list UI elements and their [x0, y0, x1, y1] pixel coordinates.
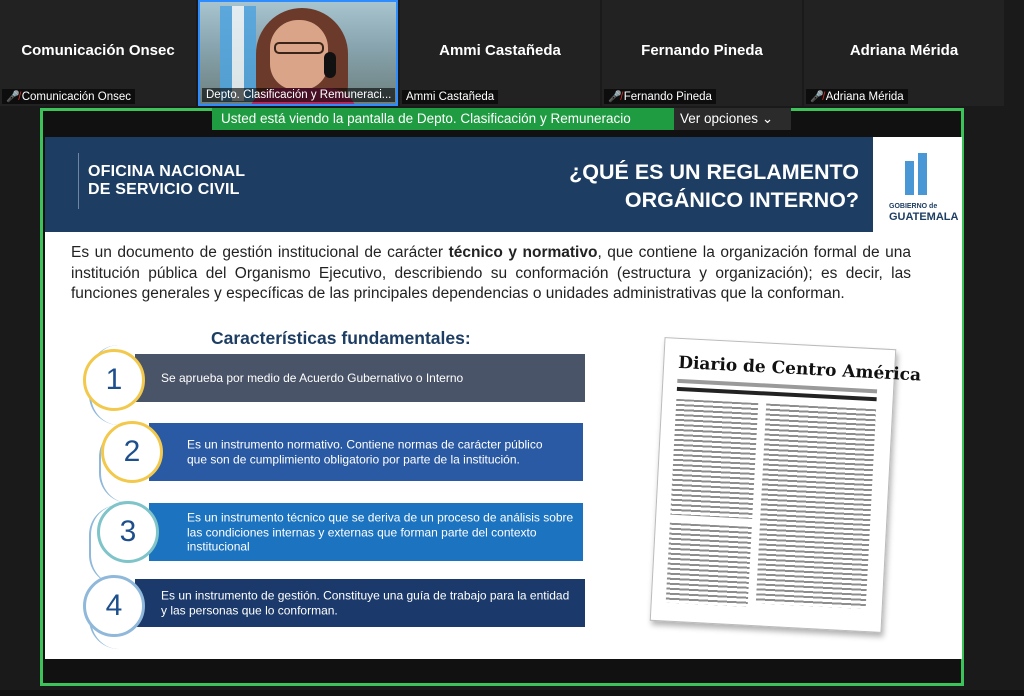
- characteristic-item-1: Se aprueba por medio de Acuerdo Gubernativo o Interno: [135, 354, 585, 402]
- participant-strip: [0, 0, 1024, 106]
- characteristic-item-3: Es un instrumento técnico que se deriva de un proceso de análisis sobre las condiciones internas y externas que forman parte del contexto institucional: [149, 503, 583, 561]
- participant-label-text: Adriana Mérida: [825, 91, 904, 103]
- characteristic-item-4: Es un instrumento de gestión. Constituye una guía de trabajo para la entidad y las personas que lo conforman.: [135, 579, 585, 627]
- participant-label-text: Comunicación Onsec: [21, 91, 132, 103]
- shared-screen: [40, 108, 964, 686]
- participant-tile[interactable]: [804, 0, 1004, 106]
- participant-label: [202, 88, 395, 102]
- newspaper-masthead: Diario de Centro América: [677, 352, 922, 386]
- participant-tile[interactable]: [400, 0, 600, 106]
- participant-label: [604, 89, 716, 104]
- number-badge: 3: [97, 501, 159, 563]
- participant-label: [402, 90, 498, 104]
- participant-tile[interactable]: [602, 0, 802, 106]
- guatemala-logo: GOBIERNO de GUATEMALA: [875, 137, 962, 232]
- slide-header: [45, 137, 873, 232]
- flag-background: [220, 6, 256, 101]
- divider: [78, 153, 79, 209]
- participant-tile-video[interactable]: [198, 0, 398, 106]
- participant-label-text: Fernando Pineda: [623, 91, 712, 103]
- participant-name: Adriana Mérida: [849, 42, 959, 59]
- slide-title: ¿QUÉ ES UN REGLAMENTO ORGÁNICO INTERNO?: [569, 160, 859, 212]
- org-name: OFICINA NACIONAL DE SERVICIO CIVIL: [88, 163, 246, 198]
- mic-muted-icon: 🎤̸: [608, 91, 622, 103]
- number-badge: 1: [83, 349, 145, 411]
- characteristic-item-2: Es un instrumento normativo. Contiene normas de carácter público que son de cumplimiento obligatorio por parte de la institución.: [149, 423, 583, 481]
- participant-name: Ammi Castañeda: [439, 42, 561, 59]
- screen-share-banner: Usted está viendo la pantalla de Depto. Clasificación y Remuneracio: [212, 108, 674, 130]
- chevron-down-icon: ⌄: [761, 111, 774, 126]
- mic-muted-icon: 🎤̸: [6, 91, 20, 103]
- mic-muted-icon: 🎤̸: [810, 91, 824, 103]
- characteristics-heading: Características fundamentales:: [211, 328, 471, 348]
- participant-label-text: Ammi Castañeda: [406, 91, 495, 103]
- participant-label: [806, 89, 908, 104]
- number-badge: 4: [83, 575, 145, 637]
- presentation-slide: [45, 137, 962, 659]
- bottom-toolbar: [0, 690, 1024, 696]
- participant-name: Fernando Pineda: [641, 42, 763, 59]
- participant-name: Comunicación Onsec: [21, 42, 175, 59]
- number-badge: 2: [101, 421, 163, 483]
- definition-paragraph: Es un documento de gestión institucional de carácter técnico y normativo, que contiene la organización formal de una institución pública del Organismo Ejecutivo, describiendo su conformación (estructura y organización); es decir, las funciones generales y específicas de las principales dependencias o unidades administrativas que la conforman.: [71, 244, 911, 302]
- participant-label-text: Depto. Clasificación y Remuneraci...: [206, 89, 392, 101]
- view-options-button[interactable]: Ver opciones ⌄: [674, 108, 791, 130]
- newspaper-image: [650, 337, 922, 633]
- participant-label: [2, 89, 135, 104]
- participant-tile[interactable]: [0, 0, 196, 106]
